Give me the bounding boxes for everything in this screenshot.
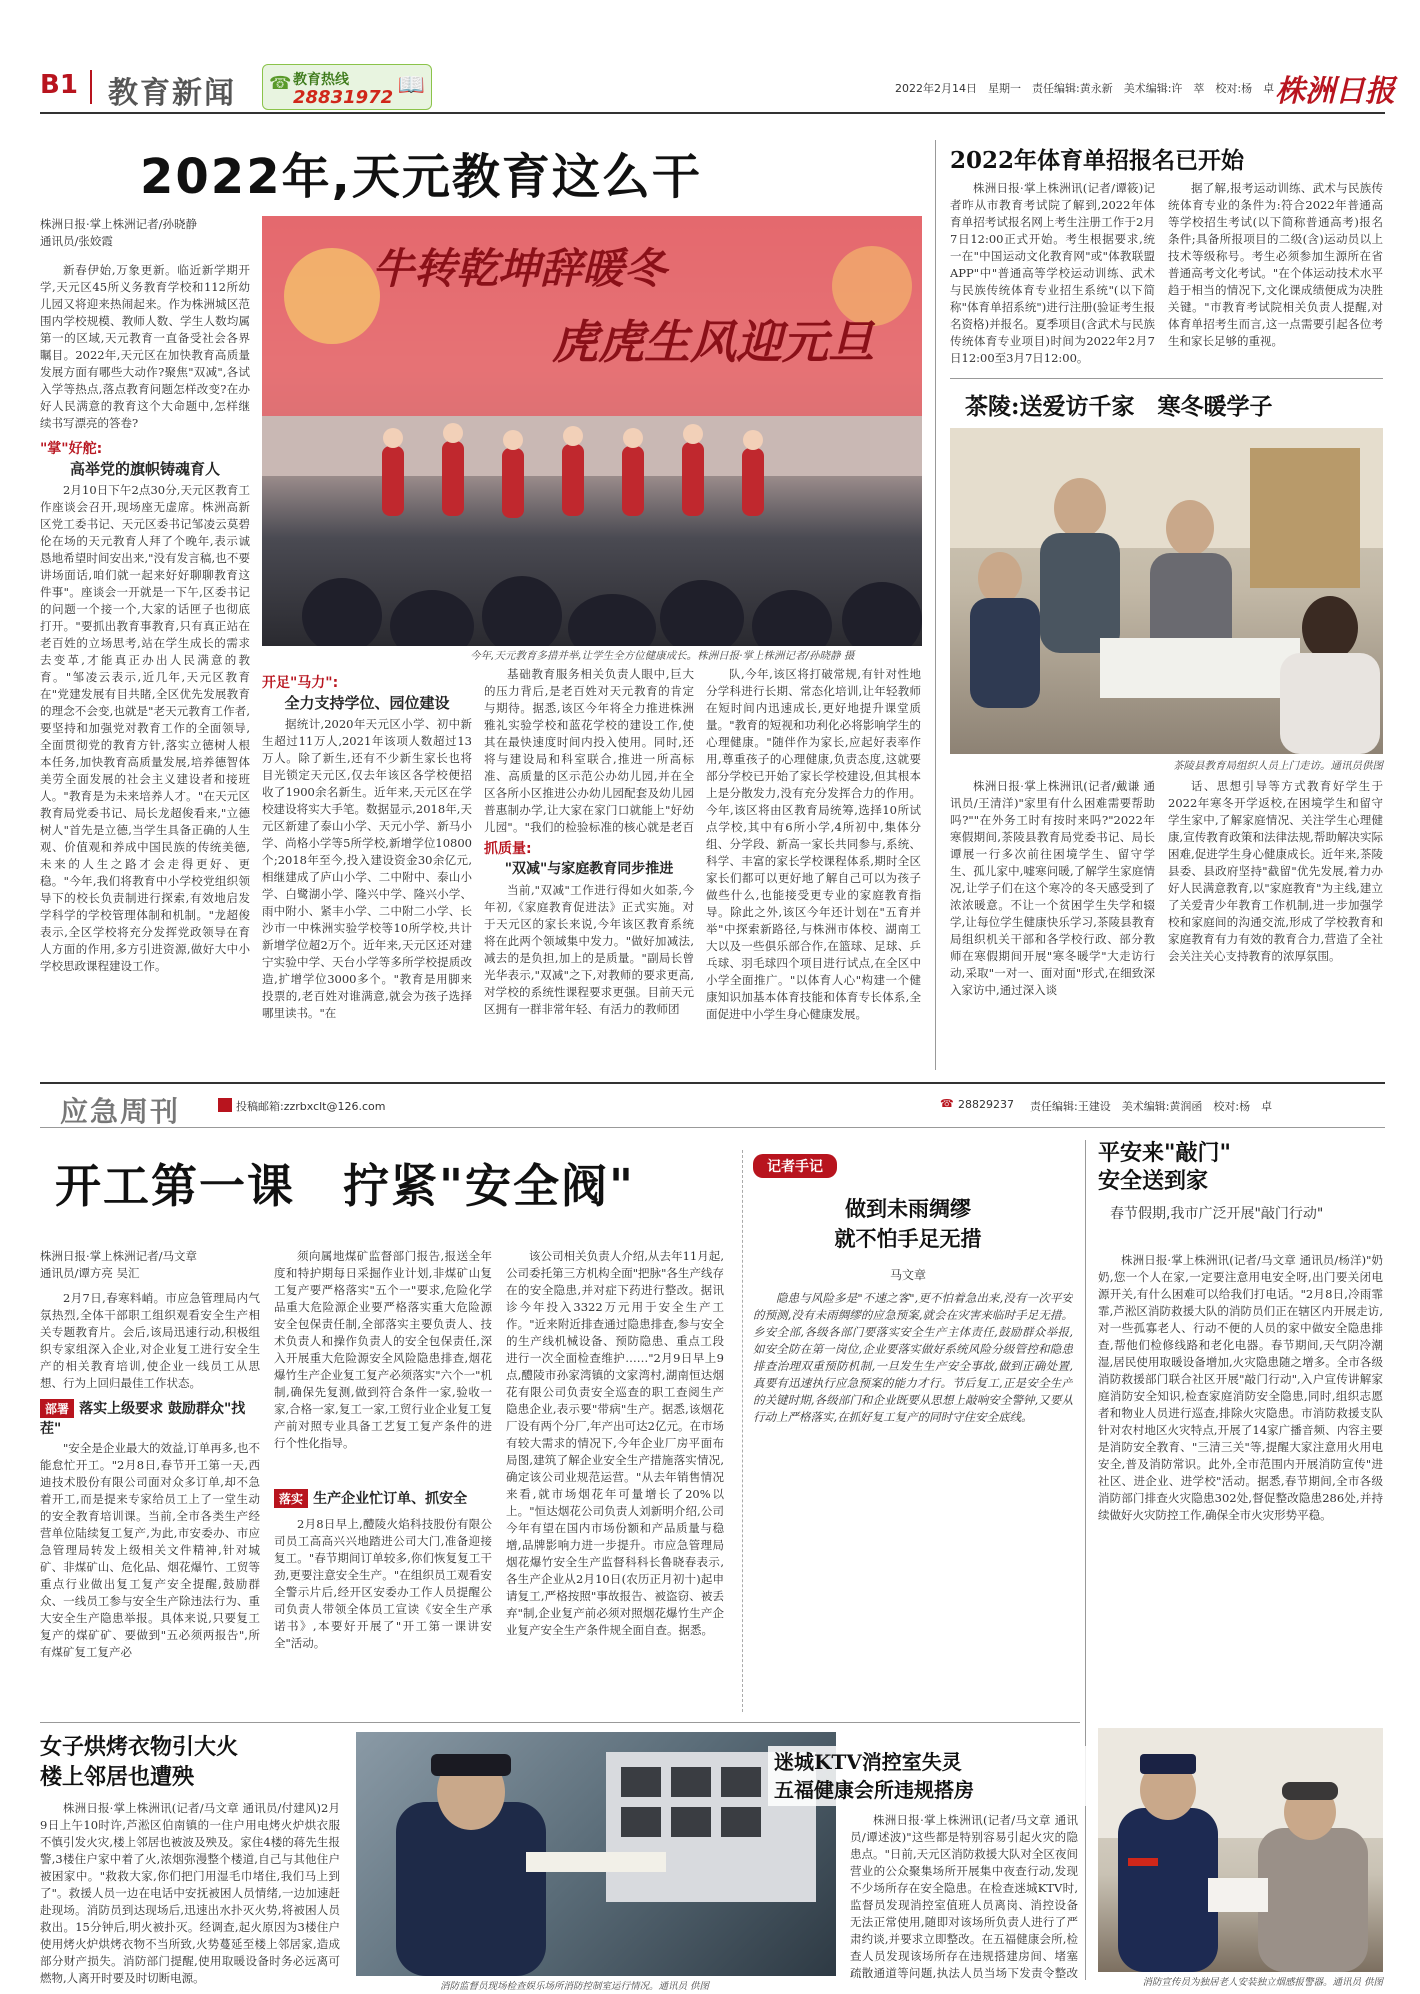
- storyb-tag1-title: 落实上级要求 鼓励群众"找茬": [40, 1401, 246, 1437]
- band2-section-title: 应急周刊: [60, 1095, 181, 1128]
- storyb-body: 2月7日,春寒料峭。市应急管理局内气氛热烈,全体干部职工组织观看安全生产相关专题教育片。会后,该局迅速行动,积极组织专家组深入企业,对企业复工进行安全生产的相关教育培训,使企业一线员工从思想、行为上回归最佳工作状态。: [40, 1291, 260, 1390]
- sec3-body: 当前,"双减"工作进行得如火如荼,今年初,《家庭教育促进法》正式实施。对于天元区的家长来说,今年该区教育系统将在此两个领域集中发力。"做好加减法,减去的是负担,加上的是质量。"副局长曾光华表示,"双减"之下,对教师的要求更高,对学校的系统性课程要求更强。目前天元区拥有一群非常年轻、有活力的教师团: [484, 883, 694, 1016]
- hotline-number: 28831972: [293, 87, 394, 108]
- side1-body-continued: 据了解,报考运动训练、武术与民族传统体育专业的条件为:符合2022年普通高等学校招生考试(以下简称普通高考)报名条件;具备所报项目的二级(含)运动员以上技术等级称号。考生必须参加生源所在省普通高考文化考试。"在个体运动技术水平趋于相当的情况下,文化课成绩便成为决胜关键。"市教育考试院相关负责人提醒,对体育单招考生而言,这一点需要引起各位考生和家长足够的重视。: [1168, 181, 1383, 348]
- storyb-body5: 该公司相关负责人介绍,从去年11月起,公司委托第三方机构全面"把脉"各生产线存在的安全隐患,并对症下药进行整改。据讯诊今年投入3322万元用于安全生产工作。"近来附近排查通过隐患排查,参与安全的生产线机械设备、预防隐患、重点工段进行一次全面检查维护……"2月9日早上9点,醴陵市孙家湾镇的文家湾村,湖南恒达烟花有限公司负责安全巡查的职工查阅生产隐患企业,表示要"带病"生产。据悉,该烟花厂设有两个分厂,年产出可达2亿元。在市场有较大需求的情况下,今年企业厂房平面布局图,建筑了解企业安全生产措施落实情况,确定该公司业规范运营。"从去年销售情况来看,就市场烟花年可量增长了20%以上。"恒达烟花公司负责人刘新明介绍,公司今年有望在国内市场份额和产品质量与稳增,品牌影响力进一步提升。市应急管理局烟花爆竹安全生产监督科科长鲁晓春表示,各生产企业从2月10日(农历正月初十)起申请复工,严格按照"事故报告、被盗窃、被丢弃"制,企业复产前必须对照烟花爆竹生产企业复产安全生产条件规全面自查。据悉。: [506, 1249, 724, 1637]
- right-bottom-photo-caption: 消防宣传员为独居老人安装独立烟感报警器。通讯员 供图: [1142, 1977, 1383, 1988]
- book-icon: 📖: [397, 73, 425, 98]
- commentary-headline: 做到未雨绸缪 就不怕手足无措: [834, 1197, 982, 1251]
- sec3-body-continued: 队,今年,该区将打破常规,有针对性地分学科进行长期、常态化培训,让年轻教师在短时间内迅速成长,更好地提升课堂质量。"教育的短视和功利化必将影响学生的心理健康。"随伴作为家长,应起好表率作用,尊重孩子的心理健康,负责态度,这就要部分学校已开始了家长学校建设,但其根本上是分散发力,没有充分发挥合力的作用。今年,该区将由区教育局统筹,选择10所试点学校,其中有6所小学,4所初中,集体分组、分学段、新高一家长共同参与,系统、科学、丰富的家长学校课程体系,期时全区家长们都可以更好地了解自己可以为孩子做些什么,也能接受更专业的家庭教育指导。除此之外,该区今年还计划在"五育并举"中探索新路径,与株洲市体校、湖南工大以及一些俱乐部合作,在篮球、足球、乒乓球、羽毛球四个项目进行试点,在全区中小学全面推广。"以体育人心"构建一个健康知识加基本体育技能和体育专长体系,全面促进中小学生身心健康发展。: [706, 667, 921, 1021]
- band2-column-divider: [1085, 1140, 1086, 1980]
- side2-headline: 茶陵:送爱访千家 寒冬暖学子: [965, 393, 1273, 420]
- side1-headline: 2022年体育单招报名已开始: [950, 147, 1245, 174]
- top-column-divider: [935, 140, 936, 1070]
- sec1-heading: [40, 438, 250, 479]
- photo-banner-line1: 牛转乾坤辞暖冬: [372, 244, 667, 293]
- hotline-badge: [262, 64, 432, 110]
- sec2-tag: 开足"马力":: [262, 675, 339, 691]
- side2-photo-scene: [950, 428, 1383, 754]
- storyc-body: 株洲日报·掌上株洲讯(记者/马文章 通讯员/杨洋)"奶奶,您一个人在家,一定要注意用电安全呀,出门要关闭电源开关,有什么困难可以给我们打电话。"2月8日,冷雨霏霏,芦淞区消防救援大队的消防员们正在辖区内开展走访,对一些孤寡老人、行动不便的人员的家中做安全隐患排查,帮他们检修线路和老化电器。春节期间,天气阴冷潮湿,居民使用取暖设备增加,火灾隐患随之增多。全市各级消防救援部门联合社区开展"敲门行动",入户宣传讲解家庭消防安全知识,检查家庭消防安全隐患,同时,组织志愿者和物业人员进行巡查,排除火灾隐患。市消防救援支队针对农村地区火灾特点,开展了14家广播音频、内容主要是消防安全教育、"三清三关"等,提醒大家注意用火用电安全,普及消防常识。此外,全市范围内开展消防宣传"进社区、进企业、进学校"活动。据悉,春节期间,全市各级消防部门排查火灾隐患302处,督促整改隐患286处,并持续做好火灾防控工作,确保全市火灾形势平稳。: [1098, 1253, 1383, 1522]
- storyd-headline: 女子烘烤衣物引大火 楼上邻居也遭殃: [40, 1734, 239, 1790]
- sec1-body: 2月10日下午2点30分,天元区教育工作座谈会召开,现场座无虚席。株洲高新区党工委书记、天元区委书记邹凌云莫碧伦在场的天元教育人拜了个晚年,表示诚恳地希望时间安出来,"没有发言稿,也不要讲场面话,咱们就一起来好好聊聊教育这件事"。座谈会一开就是一下午,区委书记的问题一个接一个,大家的话匣子也彻底打开。"要抓出教育事教育,只有真正站在老百姓的立场思考,站在学生成长的需求去变革,才能真正办出人民满意的教育。"邹凌云表示,近几年,天元区教育在"党建发展有目共睹,全区优先发展教育的理念不会变,也就是"老天元教育工作者,要坚持和加强党对教育工作的全面领导,全面贯彻党的教育方针,落实立德树人根本任务,加快教育高质量发展,培养德智体美劳全面发展的社会主义建设者和接班人。"教育是为未来培养人才。"在天元区教育局党委书记、局长龙超俊看来,"立德树人"首先是立德,当学生具备正确的人生观、价值观和养成中国民族的传统美德,未来的人生之路才会走得更好、更稳。"今年,我们将教育中小学校党组织领导下的校长负责制进行探索,有效地启发学科学的学校管理体制和机制。"龙超俊表示,全区学校将充分发挥党政领导在育人方面的作用,多方引进资源,做好大中小学校思政课程建设工作。: [40, 483, 250, 973]
- storyb-byline-correspondent: 通讯员/谭方亮 吴汇: [40, 1266, 140, 1280]
- storyb-tag1-badge: 部署: [40, 1399, 74, 1418]
- storyb-body4: 2月8日早上,醴陵火焰科技股份有限公司员工高高兴兴地踏进公司大门,准备迎接复工。"春节期间订单较多,你们恢复复工干劲,更要注意安全生产。"在组织员工观看安全警示片后,经开区安委办工作人员提醒公司负责人带领全体员工宣读《安全生产承诺书》,本要好开展了"开工第一课讲安全"活动。: [274, 1517, 492, 1650]
- side2-body-continued: 话、思想引导等方式教育好学生于2022年寒冬开学返校,在困境学生和留守学生家中,了解家庭情况、关注学生心理健康,宣传教育政策和法律法规,帮助解决实际困难,促进学生身心健康成长。近年来,茶陵县委、县政府坚持"截留"优先发展,着力办好人民满意教育,以"家庭教育"为主线,建立了关爱青少年教育工作机制,进一步加强学校和家庭间的沟通交流,形成了学校教育和家庭教育有力有效的教育合力,营造了全社会关注关心支持教育的浓厚氛围。: [1168, 779, 1383, 963]
- commentary-body: 隐患与风险多是"不速之客",更不怕着急出来,没有一次平安的预测,没有未雨绸缪的应急预案,就会在灾害来临时手足无措。乡安全部,各级各部门要落实安全生产主体责任,鼓励群众举报,如安全防在第一岗位,企业要落实做好系统风险分级管控和隐患排查治理双重预防机制,一旦发生生产安全事故,做到正确处置,真要有迅速执行应急预案的能力才行。节后复工,正是安全生产的关键时期,各级部门和企业既要从思想上敲响安全警钟,又要从行动上严格落实,在抓好复工复产的同时守住安全底线。: [753, 1291, 1073, 1424]
- storyb-byline: [40, 1248, 260, 1282]
- hotline-label: 教育热线: [293, 72, 349, 88]
- commentary-author: 马文章: [889, 1268, 926, 1282]
- photo-banner-line2: 虎虎生风迎元旦: [552, 315, 874, 369]
- storye-body: 株洲日报·掌上株洲讯(记者/马文章 通讯员/谭述波)"这些都是特别容易引起火灾的隐患点。"日前,天元区消防救援大队对全区夜间营业的公众聚集场所开展集中夜查行动,发现不少场所存在安全隐患。在检查迷城KTV时,监督员发现消控室值班人员离岗、消控设备无法正常使用,随即对该场所负责人进行了严肃约谈,并要求立即整改。在五福健康会所,检查人员发现该场所存在违规搭建房间、堵塞疏散通道等问题,执法人员当场下发责令整改: [850, 1813, 1078, 1980]
- header-divider: [90, 70, 92, 104]
- commentary-tag: 记者手记: [753, 1154, 837, 1178]
- band2-meta: 责任编辑:王建设 美术编辑:黄润函 校对:杨 卓: [1030, 1100, 1273, 1113]
- sec1-tag: "掌"好舵:: [40, 441, 103, 457]
- sec2-heading: [262, 672, 472, 713]
- commentary-box: [742, 1150, 1072, 1712]
- sec1-title: 高举党的旗帜铸魂育人: [69, 460, 220, 478]
- storyb-tag1-row: [40, 1398, 260, 1438]
- header-rule: [40, 112, 1385, 114]
- band2-phone-icon: ☎: [940, 1097, 954, 1110]
- storye-photo-scene: [356, 1732, 836, 1976]
- storyb-headline: 开工第一课 拧紧"安全阀": [55, 1159, 635, 1213]
- band2-mail: 投稿邮箱:zzrbxclt@126.com: [236, 1100, 386, 1113]
- main-byline-correspondent: 通讯员/张姣霞: [40, 234, 113, 248]
- side2-photo-caption: 茶陵县教育局组织人员上门走访。通讯员供图: [1173, 760, 1383, 772]
- side1-body: 株洲日报·掌上株洲讯(记者/谭筱)记者昨从市教育考试院了解到,2022年体育单招考试报名网上考生注册工作于2月7日12:00正式开始。考生根据要求,统一在"中国运动文化教育网"或"体教联盟APP"中"普通高等学校运动训练、武术与民族传统体育专业招生系统"(以下简称"体育单招系统")进行注册(验证考生报名资格)并报名。夏季项目(含武术与民族传统体育专业项目)时间为2022年2月7日12:00至3月7日12:00。: [950, 181, 1155, 365]
- storye-photo-caption: 消防监督员现场检查娱乐场所消防控制室运行情况。通讯员 供图: [440, 1981, 710, 1992]
- paper-logo: 株洲日报: [1275, 74, 1395, 109]
- storyb-byline-reporter: 株洲日报·掌上株洲记者/马文章: [40, 1249, 198, 1263]
- storyc-headline: 平安来"敲门" 安全送到家: [1098, 1141, 1231, 1194]
- storyc-subhead: 春节假期,我市广泛开展"敲门行动": [1110, 1206, 1324, 1222]
- right-bottom-photo: [1098, 1728, 1383, 1972]
- sec3-heading: [484, 838, 694, 878]
- side2-photo: [950, 428, 1383, 754]
- side-divider-1: [950, 378, 1383, 379]
- storye-headline: 迷城KTV消控室失灵 五福健康会所违规搭房: [768, 1746, 1088, 1806]
- main-photo-caption: 今年,天元教育多措并举,让学生全方位健康成长。株洲日报·掌上株洲记者/孙晓静 摄: [470, 650, 855, 662]
- sec3-tag: 抓质量:: [484, 841, 532, 857]
- right-photo-scene: [1098, 1728, 1383, 1972]
- sec2-body-continued: 基础教育服务相关负责人眼中,巨大的压力背后,是老百姓对天元教育的肯定与期待。据悉,该区今年将全力推进株洲雅礼实验学校和蓝花学校的建设工作,使其在最快速度时间内投入使用。同时,还将与建设局和科室联合,推进一所高标准、高质量的区示范公办幼儿园,并在全区各所小区推进公办幼儿园配套及幼儿园普惠制办学,让大家在家门口就能上"好幼儿园"。"我们的检验标准的核心就是老百: [484, 667, 694, 834]
- header-meta: 2022年2月14日 星期一 责任编辑:黄永新 美术编辑:许 萃 校对:杨 卓: [895, 82, 1275, 95]
- side2-body: 株洲日报·掌上株洲讯(记者/戴谦 通讯员/王清洋)"家里有什么困难需要帮助吗?""在外务工时有按时来吗?"2022年寒假期间,茶陵县教育局党委书记、局长谭展一行多次前往困境学生、留守学生、孤儿家中,嘘寒问暖,了解学生家庭情况,让学子们在这个寒冷的冬天感受到了浓浓暖意。不让一个贫困学生失学和辍学,让每位学生健康快乐学习,茶陵县教育局组织机关干部和各学校行政、部分教师在寒假期间开展"寒冬暖学"大走访行动,采取"一对一、面对面"形式,在细致深入家访中,通过深入谈: [950, 779, 1155, 997]
- sec2-body: 据统计,2020年天元区小学、初中新生超过11万人,2021年该项人数超过13万人。除了新生,还有不少新生家长也将目光锁定天元区,仅去年该区各学校便招收了1900余名新生。近年来,天元区在学校建设将实大手笔。数据显示,2018年,天元区新建了泰山小学、天元小学、新马小学、尚格小学等5所学校,新增学位10800个;2018年至今,投入建设资金30余亿元,相继建成了庐山小学、二中附中、泰山小学、白鹭湖小学、隆兴中学、隆兴小学、雨中附小、紧丰小学、二中附二小学、长沙市一中株洲实验学校等10所学校,共计新增学位超2万个。近年来,天元区还对建宁实验中学、天台小学等多所学校提质改造,扩增学位3000多个。"教育是用脚来投票的,老百姓对谁满意,就会为孩子选择哪里读书。"在: [262, 717, 472, 1020]
- page-header: [0, 0, 1420, 118]
- band2-mail-badge: [218, 1098, 232, 1112]
- sec2-title: 全力支持学位、园位建设: [284, 694, 450, 712]
- storyb-tag2-title: 生产企业忙订单、抓安全: [313, 1491, 468, 1507]
- section-title: 教育新闻: [108, 76, 236, 111]
- sec3-title: "双减"与家庭教育同步推进: [504, 861, 674, 877]
- page-number: B1: [40, 70, 78, 100]
- phone-icon: ☎: [269, 73, 292, 94]
- storyb-body2: "安全是企业最大的效益,订单再多,也不能怠忙开工。"2月8日,春节开工第一天,西迪技术股份有限公司面对众多订单,却不急着开工,而是提来专家给员工上了一堂生动的安全教育培训课。当前,全市各类生产经营单位陆续复工复产,为此,市安委办、市应急管理局转发上级相关文件精神,针对城矿、非煤矿山、危化品、烟花爆竹、工贸等重点行业做出复工复产安全提醒,鼓励群众、一线员工参与安全生产除违法行为、重大安全生产隐患举报。具体来说,只要复工复产的煤矿矿、要做到"五必须两报告",所有煤矿复工复产必: [40, 1441, 260, 1659]
- section-band-2: [40, 1082, 1385, 1128]
- band2-phone: 28829237: [958, 1098, 1014, 1111]
- storyd-top-rule: [40, 1722, 1080, 1723]
- main-byline-reporter: 株洲日报·掌上株洲记者/孙晓静: [40, 217, 198, 231]
- storyb-tag2-badge: 落实: [274, 1489, 308, 1508]
- storyb-tag2-row: [274, 1488, 492, 1508]
- main-intro: 新春伊始,万象更新。临近新学期开学,天元区45所义务教育学校和112所幼儿园又将迎来热闹起来。作为株洲城区范围内学校规模、教师人数、学生人数均属第一的区域,天元教育一直备受社会各界瞩目。2022年,天元区在加快教育高质量发展方面有哪些大动作?聚焦"双减",各试入学等热点,落点教育问题怎样改变?在办好人民满意的教育这个大命题中,怎样继续书写漂亮的答卷?: [40, 263, 250, 430]
- main-photo: [262, 216, 922, 646]
- storyd-body: 株洲日报·掌上株洲讯(记者/马文章 通讯员/付建风)2月9日上午10时许,芦淞区伯南镇的一住户用电烤火炉烘衣服不慎引发火灾,楼上邻居也被波及殃及。家住4楼的蒋先生报警,3楼住户家中着了火,浓烟弥漫整个楼道,自己与其他住户被困家中。"救救大家,你们把门用湿毛巾堵住,我们马上到了"。救援人员一边在电话中安抚被困人员情绪,一边加速赶赴现场。消防员到达现场后,迅速出水扑灭火势,将被困人员救出。15分钟后,明火被扑灭。经调查,起火原因为3楼住户使用烤火炉烘烤衣物不当所致,火势蔓延至楼上邻居家,造成部分财产损失。消防部门提醒,使用取暖设备时务必远离可燃物,人离开时要及时切断电源。: [40, 1801, 340, 1985]
- storyb-body3: 须向属地煤矿监督部门报告,报送全年度和特护期每日采掘作业计划,非煤矿山复工复产要严格落实"五个一"要求,危险化学品重大危险源企业要严格落实重大危险源安全包保责任制,全部落实主要负责人、技术负责人和操作负责人的安全包保责任,深入开展重大危险源安全风险隐患排查,烟花爆竹生产企业复工复产必须落实"六个一"机制,确保先复测,做到符合条件一家,验收一家,合格一家,复工一家,工贸行业企业复工复产前对照专业具备工艺复工复产条件的进行个性化指导。: [274, 1249, 492, 1450]
- main-byline: [40, 216, 250, 250]
- storye-photo: [356, 1732, 836, 1976]
- main-headline: 2022年,天元教育这么干: [140, 149, 702, 205]
